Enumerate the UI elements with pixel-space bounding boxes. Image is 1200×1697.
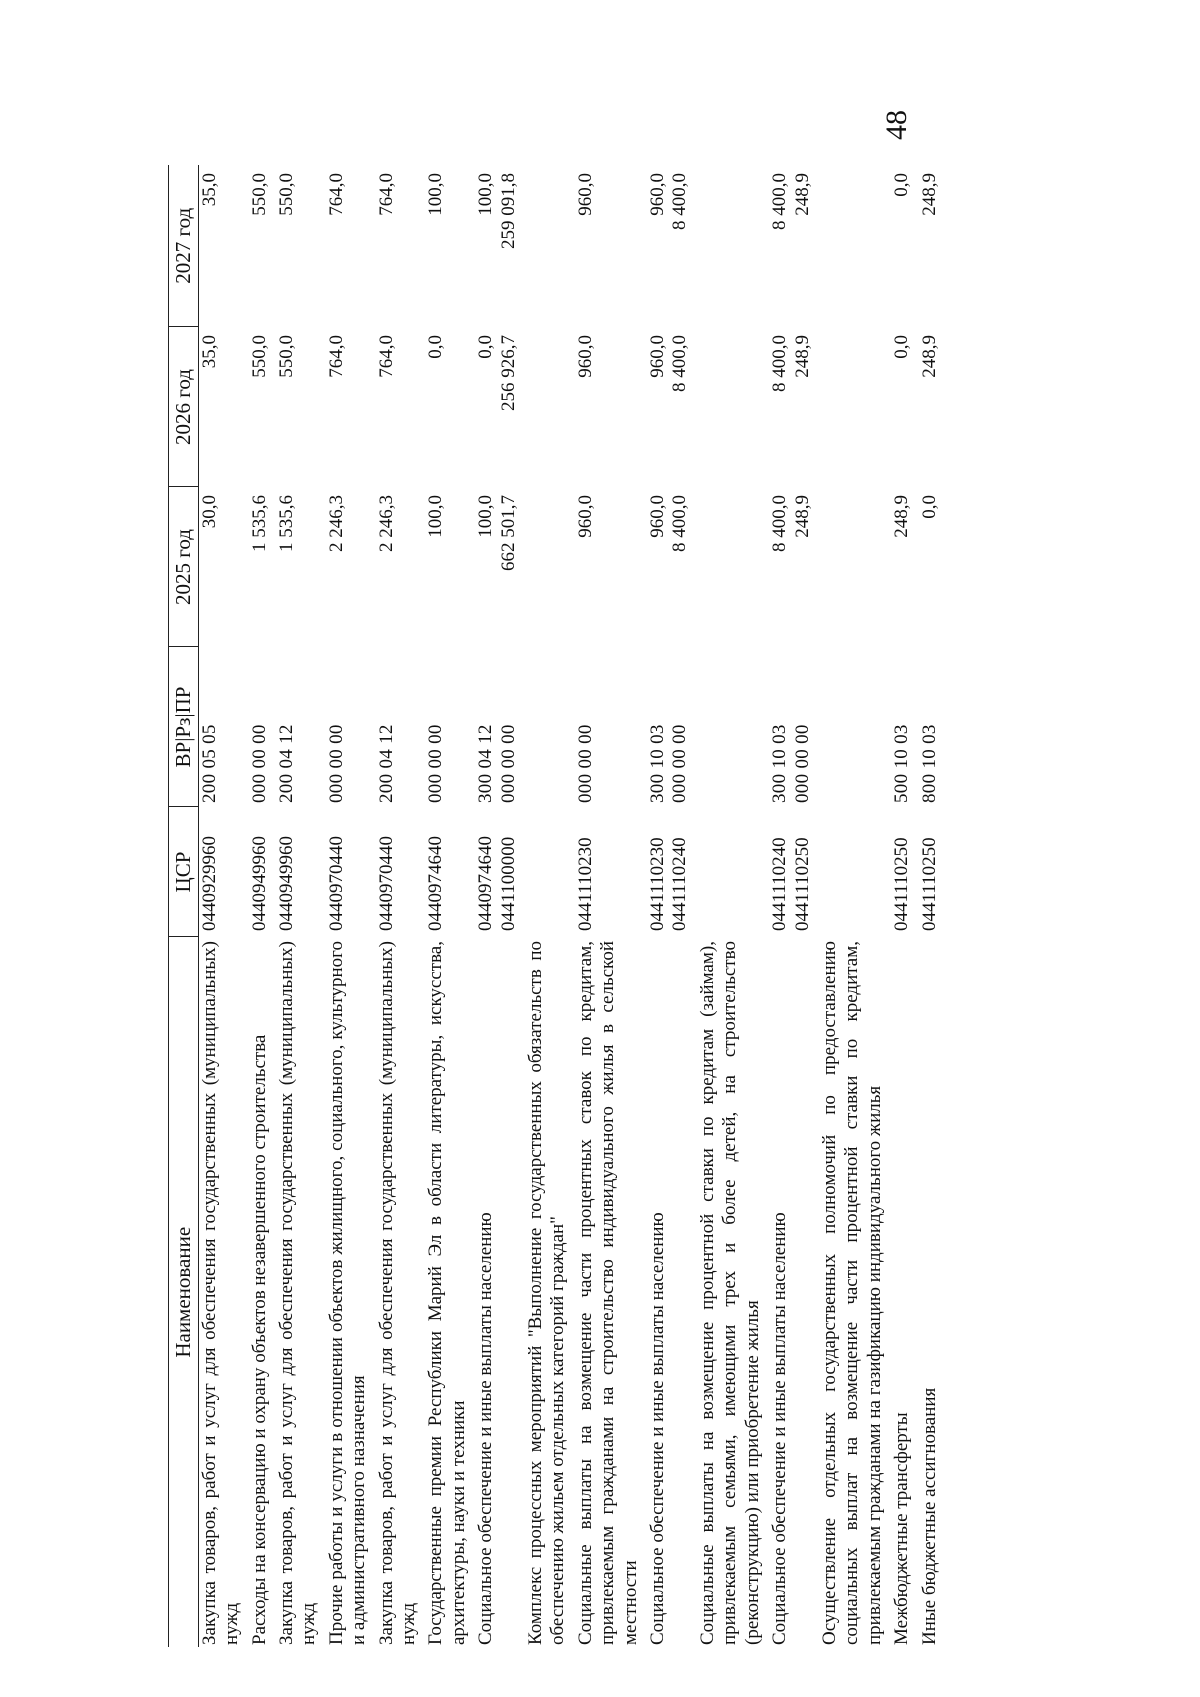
col-header-csr: ЦСР [169, 807, 199, 937]
row-value-2026-line: 256 926,7 [497, 335, 519, 411]
row-codes-line: 500 10 03 [891, 724, 913, 803]
row-name: Закупка товаров, работ и услуг для обеспечения государственных (муниципальных) нужд [275, 941, 320, 1645]
row-value-2026 [525, 327, 575, 487]
row-value-2026-line: 35,0 [198, 335, 220, 369]
row-value-2025-line: 662 501,7 [497, 495, 519, 571]
row-value-2027 [475, 165, 525, 327]
row-csr [249, 807, 276, 937]
row-value-2026 [376, 327, 426, 487]
row-value-2027 [276, 165, 326, 327]
row-name: Социальные выплаты на возмещение части процентных ставок по кредитам, привлекаемым гражданами на строительство индивидуального жилья в сельской местности [574, 941, 641, 1645]
table-row [198, 165, 248, 1647]
row-codes [198, 647, 248, 807]
row-codes [276, 647, 326, 807]
row-value-2027-line: 960,0 [647, 173, 669, 216]
row-name: Социальные выплаты на возмещение процентной ставки по кредитам (займам), привлекаемым семьями, имеющими трех и более детей, на строительство (реконструкцию) или приобретение жилья [696, 941, 763, 1645]
row-value-2027-line: 960,0 [574, 173, 596, 216]
row-value-2027 [198, 165, 248, 327]
row-value-2027 [525, 165, 575, 327]
col-header-name: Наименование [169, 937, 199, 1647]
row-value-2026 [276, 327, 326, 487]
row-value-2025 [326, 487, 376, 647]
row-name: Иные бюджетные ассигнования [918, 1387, 940, 1645]
row-value-2025 [525, 487, 575, 647]
table-row [819, 165, 891, 1647]
row-value-2027-line: 35,0 [198, 173, 220, 207]
row-csr-line: 0441100000 [497, 836, 519, 931]
row-value-2025-line: 8 400,0 [669, 495, 691, 552]
row-value-2027-line: 259 091,8 [497, 173, 519, 249]
row-value-2027 [769, 165, 819, 327]
row-value-2025-line: 1 535,6 [275, 495, 297, 552]
row-codes-line: 000 00 00 [425, 724, 447, 803]
row-value-2027 [919, 165, 946, 327]
row-codes-line: 200 05 05 [198, 724, 220, 803]
row-value-2026-line: 248,9 [918, 335, 940, 378]
row-name: Социальное обеспечение и иные выплаты населению [769, 1212, 791, 1645]
row-csr [475, 807, 525, 937]
col-header-2026: 2026 год [169, 327, 199, 487]
row-value-2025-line: 8 400,0 [769, 495, 791, 552]
row-csr [525, 807, 575, 937]
row-value-2027-line: 248,9 [918, 173, 940, 216]
row-csr-line: 0440974640 [475, 836, 497, 931]
row-value-2025-line: 1 535,6 [248, 495, 270, 552]
row-codes-line: 200 04 12 [375, 724, 397, 803]
row-value-2027-line: 248,9 [791, 173, 813, 216]
table-row [425, 165, 475, 1647]
col-header-codes: ВР|Рз|ПР [169, 647, 199, 807]
row-name: Осуществление отдельных государственных полномочий по предоставлению социальных выплат на возмещение части процентной ставки по кредитам, привлекаемым гражданами на газификацию индивидуального жилья [818, 941, 885, 1645]
table-header-row [169, 165, 199, 1647]
row-csr-line: 0441110250 [891, 837, 913, 931]
table-row [475, 165, 525, 1647]
row-value-2027-line: 764,0 [375, 173, 397, 216]
row-csr-line: 0440949960 [248, 836, 270, 931]
row-codes [919, 647, 946, 807]
row-codes-line: 300 04 12 [475, 724, 497, 803]
row-value-2026-line: 960,0 [647, 335, 669, 378]
row-value-2025 [919, 487, 946, 647]
row-value-2026-line: 0,0 [891, 335, 913, 359]
row-csr-line: 0440949960 [275, 836, 297, 931]
row-value-2026 [919, 327, 946, 487]
rotated-table-frame [168, 165, 1038, 1647]
table-row [919, 165, 946, 1647]
row-value-2025-line: 248,9 [791, 495, 813, 538]
table-row [697, 165, 769, 1647]
row-codes [697, 647, 769, 807]
row-csr-line: 0441110230 [647, 837, 669, 931]
col-header-vr: ВР [171, 741, 195, 768]
table-row [525, 165, 575, 1647]
row-value-2027-line: 8 400,0 [769, 173, 791, 230]
row-value-2025-line: 100,0 [425, 495, 447, 538]
row-csr-line: 0440974640 [425, 836, 447, 931]
row-value-2026-line: 764,0 [325, 335, 347, 378]
row-csr [326, 807, 376, 937]
row-value-2027-line: 100,0 [425, 173, 447, 216]
row-value-2027 [326, 165, 376, 327]
page-number: 48 [880, 110, 913, 140]
row-value-2027-line: 764,0 [325, 173, 347, 216]
row-value-2025 [697, 487, 769, 647]
row-value-2026 [891, 327, 918, 487]
row-value-2027-line: 0,0 [891, 173, 913, 197]
row-codes-line: 000 00 00 [325, 724, 347, 803]
row-csr [819, 807, 891, 937]
row-csr [575, 807, 647, 937]
table-row [249, 165, 276, 1647]
row-value-2027-line: 550,0 [248, 173, 270, 216]
row-value-2025 [376, 487, 426, 647]
row-value-2027 [647, 165, 697, 327]
row-codes [425, 647, 475, 807]
row-value-2025-line: 100,0 [475, 495, 497, 538]
table-row [769, 165, 819, 1647]
row-value-2025 [475, 487, 525, 647]
row-csr [276, 807, 326, 937]
row-csr-line: 0440970440 [325, 836, 347, 931]
table-row [891, 165, 918, 1647]
row-name: Закупка товаров, работ и услуг для обеспечения государственных (муниципальных) нужд [375, 941, 420, 1645]
row-value-2025-line: 0,0 [918, 495, 940, 519]
row-value-2026-line: 8 400,0 [669, 335, 691, 392]
row-value-2027 [891, 165, 918, 327]
row-value-2027 [425, 165, 475, 327]
row-codes-line: 300 10 03 [647, 724, 669, 803]
row-codes-line: 300 10 03 [769, 724, 791, 803]
row-value-2025-line: 2 246,3 [375, 495, 397, 552]
row-codes-line: 000 00 00 [497, 724, 519, 803]
row-value-2025 [198, 487, 248, 647]
row-value-2025 [891, 487, 918, 647]
row-value-2026-line: 764,0 [375, 335, 397, 378]
row-codes [891, 647, 918, 807]
row-value-2026 [769, 327, 819, 487]
row-value-2026-line: 550,0 [248, 335, 270, 378]
row-csr-line: 0441110240 [669, 837, 691, 931]
row-csr [769, 807, 819, 937]
table-body [198, 165, 946, 1647]
table-row [647, 165, 697, 1647]
row-name: Комплекс процессных мероприятий "Выполнение государственных обязательств по обеспечению жильем отдельных категорий граждан" [525, 941, 569, 1645]
row-codes-line: 000 00 00 [574, 724, 596, 803]
row-value-2026-line: 248,9 [791, 335, 813, 378]
row-value-2025 [819, 487, 891, 647]
row-value-2025 [425, 487, 475, 647]
row-csr-line: 0441110230 [574, 837, 596, 931]
row-codes [575, 647, 647, 807]
col-header-2025: 2025 год [169, 487, 199, 647]
row-value-2025 [769, 487, 819, 647]
row-value-2025 [647, 487, 697, 647]
row-value-2026-line: 8 400,0 [769, 335, 791, 392]
row-codes-line: 000 00 00 [791, 724, 813, 803]
row-value-2027 [376, 165, 426, 327]
row-name: Закупка товаров, работ и услуг для обеспечения государственных (муниципальных) нужд [198, 941, 243, 1645]
row-csr [376, 807, 426, 937]
row-value-2025-line: 248,9 [891, 495, 913, 538]
row-value-2026 [475, 327, 525, 487]
table-row [276, 165, 326, 1647]
row-codes-line: 800 10 03 [918, 724, 940, 803]
row-name: Межбюджетные трансферты [891, 1412, 913, 1645]
row-value-2025-line: 960,0 [647, 495, 669, 538]
row-codes [475, 647, 525, 807]
table-row [326, 165, 376, 1647]
row-value-2026 [249, 327, 276, 487]
row-csr [919, 807, 946, 937]
table-row [376, 165, 426, 1647]
row-value-2027 [697, 165, 769, 327]
row-value-2026-line: 0,0 [425, 335, 447, 359]
row-codes [819, 647, 891, 807]
row-value-2026 [198, 327, 248, 487]
row-value-2026-line: 550,0 [275, 335, 297, 378]
row-csr-line: 0440970440 [375, 836, 397, 931]
row-codes [326, 647, 376, 807]
row-csr-line: 0441110240 [769, 837, 791, 931]
row-codes [376, 647, 426, 807]
row-codes-line: 200 04 12 [275, 724, 297, 803]
row-csr [647, 807, 697, 937]
row-value-2026 [425, 327, 475, 487]
row-codes [769, 647, 819, 807]
row-value-2025 [575, 487, 647, 647]
row-value-2027 [575, 165, 647, 327]
row-value-2026 [697, 327, 769, 487]
row-name: Социальное обеспечение и иные выплаты населению [475, 1212, 497, 1645]
col-header-2027: 2027 год [169, 165, 199, 327]
row-value-2027 [819, 165, 891, 327]
row-codes [249, 647, 276, 807]
row-value-2026 [647, 327, 697, 487]
row-value-2027 [249, 165, 276, 327]
row-csr-line: 0441110250 [791, 837, 813, 931]
row-codes-line: 000 00 00 [669, 724, 691, 803]
row-value-2025-line: 2 246,3 [325, 495, 347, 552]
row-codes-line: 000 00 00 [248, 724, 270, 803]
row-value-2025 [276, 487, 326, 647]
row-csr [198, 807, 248, 937]
row-value-2027-line: 100,0 [475, 173, 497, 216]
row-name: Государственные премии Республики Марий Эл в области литературы, искусства, архитектуры, науки и техники [425, 941, 469, 1645]
row-codes [647, 647, 697, 807]
row-name: Социальное обеспечение и иные выплаты населению [647, 1212, 669, 1645]
row-csr [425, 807, 475, 937]
budget-table [168, 165, 946, 1647]
row-value-2026-line: 0,0 [475, 335, 497, 359]
col-header-rz: Рз [171, 717, 195, 738]
row-value-2027-line: 550,0 [275, 173, 297, 216]
row-codes [525, 647, 575, 807]
col-header-pr: ПР [171, 686, 195, 714]
row-value-2026-line: 960,0 [574, 335, 596, 378]
row-csr-line: 0441110250 [918, 837, 940, 931]
row-value-2026 [575, 327, 647, 487]
row-value-2027-line: 8 400,0 [669, 173, 691, 230]
row-name: Расходы на консервацию и охрану объектов незавершенного строительства [248, 1034, 270, 1645]
row-csr [697, 807, 769, 937]
row-value-2026 [326, 327, 376, 487]
row-name: Прочие работы и услуги в отношении объектов жилищного, социального, культурного и административного назначения [325, 941, 370, 1645]
row-value-2025-line: 30,0 [198, 495, 220, 529]
row-csr-line: 0440929960 [198, 836, 220, 931]
row-value-2026 [819, 327, 891, 487]
table-row [575, 165, 647, 1647]
row-value-2025-line: 960,0 [574, 495, 596, 538]
row-csr [891, 807, 918, 937]
row-value-2025 [249, 487, 276, 647]
